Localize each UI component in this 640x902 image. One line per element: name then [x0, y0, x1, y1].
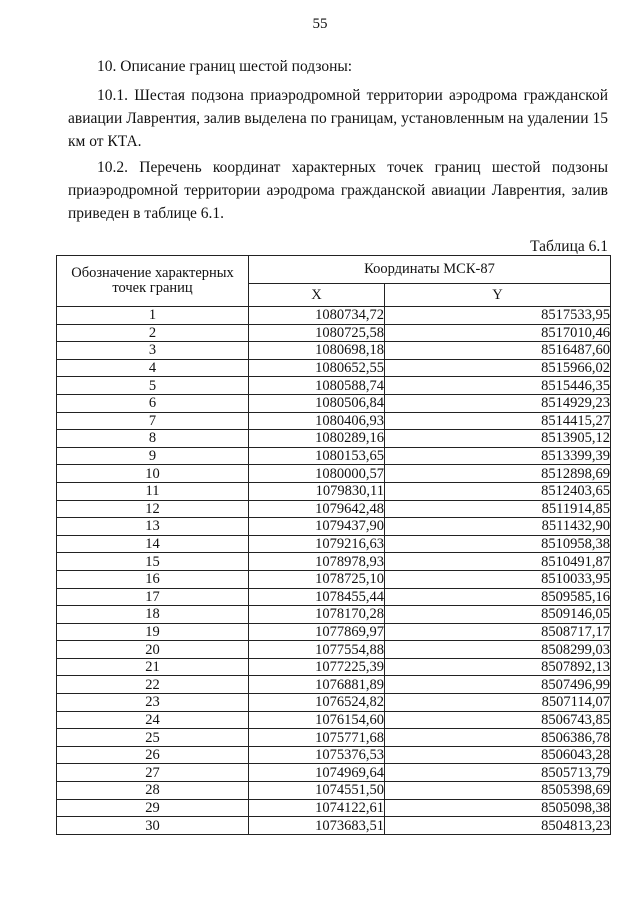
y-coordinate-cell: 8517533,95: [385, 307, 611, 325]
point-number-cell: 6: [57, 394, 249, 412]
y-coordinate-cell: 8513905,12: [385, 430, 611, 448]
page-number: 55: [312, 16, 328, 32]
y-coordinate-cell: 8512403,65: [385, 482, 611, 500]
paragraph-10-1: 10.1. Шестая подзона приаэродромной территории аэродрома гражданской авиации Лаврентия, залив выделена по границам, установленным на удалении 15 км от КТА.: [68, 87, 608, 150]
x-coordinate-cell: 1080153,65: [249, 447, 385, 465]
point-number-cell: 20: [57, 641, 249, 659]
point-number-cell: 22: [57, 676, 249, 694]
table-row: [57, 570, 611, 588]
y-coordinate-cell: 8511914,85: [385, 500, 611, 518]
x-coordinate-cell: 1080506,84: [249, 394, 385, 412]
x-coordinate-cell: 1076881,89: [249, 676, 385, 694]
table-row: [57, 606, 611, 624]
y-coordinate-cell: 8507496,99: [385, 676, 611, 694]
table-row: [57, 430, 611, 448]
x-coordinate-cell: 1074122,61: [249, 799, 385, 817]
table-row: [57, 746, 611, 764]
table-row: [57, 729, 611, 747]
y-coordinate-cell: 8510491,87: [385, 553, 611, 571]
x-coordinate-cell: 1080698,18: [249, 342, 385, 360]
table-row: [57, 694, 611, 712]
y-coordinate-cell: 8505398,69: [385, 782, 611, 800]
x-coordinate-cell: 1079642,48: [249, 500, 385, 518]
y-coordinate-cell: 8508717,17: [385, 623, 611, 641]
table-row: [57, 764, 611, 782]
x-coordinate-cell: 1080588,74: [249, 377, 385, 395]
x-coordinate-cell: 1080406,93: [249, 412, 385, 430]
y-coordinate-cell: 8506386,78: [385, 729, 611, 747]
table-row: [57, 711, 611, 729]
x-coordinate-cell: 1077869,97: [249, 623, 385, 641]
x-coordinate-cell: 1079830,11: [249, 482, 385, 500]
table-row: [57, 817, 611, 835]
table-row: [57, 412, 611, 430]
y-coordinate-cell: 8511432,90: [385, 518, 611, 536]
y-coordinate-cell: 8515966,02: [385, 359, 611, 377]
x-coordinate-cell: 1078725,10: [249, 570, 385, 588]
point-number-cell: 9: [57, 447, 249, 465]
point-number-cell: 14: [57, 535, 249, 553]
point-number-cell: 3: [57, 342, 249, 360]
x-coordinate-cell: 1076154,60: [249, 711, 385, 729]
x-coordinate-cell: 1073683,51: [249, 817, 385, 835]
point-number-cell: 2: [57, 324, 249, 342]
point-number-cell: 25: [57, 729, 249, 747]
table-row: [57, 588, 611, 606]
x-coordinate-cell: 1080289,16: [249, 430, 385, 448]
x-coordinate-cell: 1075771,68: [249, 729, 385, 747]
x-coordinate-cell: 1076524,82: [249, 694, 385, 712]
x-coordinate-cell: 1080725,58: [249, 324, 385, 342]
point-number-cell: 15: [57, 553, 249, 571]
section-heading: 10. Описание границ шестой подзоны:: [97, 58, 353, 75]
point-number-cell: 10: [57, 465, 249, 483]
y-coordinate-cell: 8507892,13: [385, 658, 611, 676]
point-number-cell: 28: [57, 782, 249, 800]
point-number-cell: 12: [57, 500, 249, 518]
x-coordinate-cell: 1080652,55: [249, 359, 385, 377]
y-coordinate-cell: 8504813,23: [385, 817, 611, 835]
point-number-cell: 23: [57, 694, 249, 712]
table-row: [57, 535, 611, 553]
x-coordinate-cell: 1078170,28: [249, 606, 385, 624]
table-row: [57, 500, 611, 518]
table-row: [57, 342, 611, 360]
table-row: [57, 324, 611, 342]
point-number-cell: 21: [57, 658, 249, 676]
point-number-cell: 1: [57, 307, 249, 325]
point-number-cell: 13: [57, 518, 249, 536]
y-coordinate-cell: 8514929,23: [385, 394, 611, 412]
x-coordinate-cell: 1074969,64: [249, 764, 385, 782]
x-coordinate-cell: 1080000,57: [249, 465, 385, 483]
x-coordinate-cell: 1074551,50: [249, 782, 385, 800]
x-coordinate-cell: 1078455,44: [249, 588, 385, 606]
x-coordinate-cell: 1077554,88: [249, 641, 385, 659]
y-coordinate-cell: 8510033,95: [385, 570, 611, 588]
x-coordinate-cell: 1075376,53: [249, 746, 385, 764]
table-row: [57, 377, 611, 395]
y-coordinate-cell: 8506743,85: [385, 711, 611, 729]
table-row: [57, 799, 611, 817]
point-number-cell: 11: [57, 482, 249, 500]
point-number-cell: 4: [57, 359, 249, 377]
table-row: [57, 676, 611, 694]
table-row: [57, 359, 611, 377]
table-row: [57, 482, 611, 500]
y-coordinate-cell: 8509585,16: [385, 588, 611, 606]
y-coordinate-cell: 8512898,69: [385, 465, 611, 483]
table-row: [57, 307, 611, 325]
point-number-cell: 29: [57, 799, 249, 817]
point-number-cell: 16: [57, 570, 249, 588]
paragraph-10-2: 10.2. Перечень координат характерных точек границ шестой подзоны приаэродромной территории аэродрома гражданской авиации Лаврентия, залив приведен в таблице 6.1.: [68, 159, 608, 222]
table-row: [57, 782, 611, 800]
x-coordinate-cell: 1080734,72: [249, 307, 385, 325]
point-number-cell: 19: [57, 623, 249, 641]
point-number-cell: 18: [57, 606, 249, 624]
y-coordinate-cell: 8513399,39: [385, 447, 611, 465]
table-caption: Таблица 6.1: [530, 238, 608, 255]
table-row: [57, 658, 611, 676]
y-coordinate-cell: 8507114,07: [385, 694, 611, 712]
y-coordinate-cell: 8517010,46: [385, 324, 611, 342]
table-row: [57, 553, 611, 571]
point-number-cell: 26: [57, 746, 249, 764]
y-coordinate-cell: 8516487,60: [385, 342, 611, 360]
y-coordinate-cell: 8509146,05: [385, 606, 611, 624]
table-row: [57, 518, 611, 536]
y-coordinate-cell: 8515446,35: [385, 377, 611, 395]
x-coordinate-cell: 1078978,93: [249, 553, 385, 571]
y-coordinate-cell: 8505713,79: [385, 764, 611, 782]
y-coordinate-cell: 8514415,27: [385, 412, 611, 430]
x-coordinate-cell: 1077225,39: [249, 658, 385, 676]
table-row: [57, 623, 611, 641]
point-number-cell: 30: [57, 817, 249, 835]
table-row: [57, 465, 611, 483]
table-row: [57, 447, 611, 465]
table-body: [57, 307, 611, 835]
x-coordinate-cell: 1079437,90: [249, 518, 385, 536]
point-number-cell: 27: [57, 764, 249, 782]
column-header-coordinates: Координаты МСК-87: [249, 256, 611, 284]
point-number-cell: 5: [57, 377, 249, 395]
point-number-cell: 7: [57, 412, 249, 430]
column-header-y: Y: [385, 284, 611, 307]
table-row: [57, 641, 611, 659]
table-row: [57, 394, 611, 412]
y-coordinate-cell: 8508299,03: [385, 641, 611, 659]
column-header-x: X: [249, 284, 385, 307]
point-number-cell: 8: [57, 430, 249, 448]
coordinates-table: [56, 255, 611, 835]
x-coordinate-cell: 1079216,63: [249, 535, 385, 553]
y-coordinate-cell: 8510958,38: [385, 535, 611, 553]
column-header-point: Обозначение характерных точек границ: [57, 256, 249, 307]
y-coordinate-cell: 8505098,38: [385, 799, 611, 817]
point-number-cell: 17: [57, 588, 249, 606]
point-number-cell: 24: [57, 711, 249, 729]
y-coordinate-cell: 8506043,28: [385, 746, 611, 764]
